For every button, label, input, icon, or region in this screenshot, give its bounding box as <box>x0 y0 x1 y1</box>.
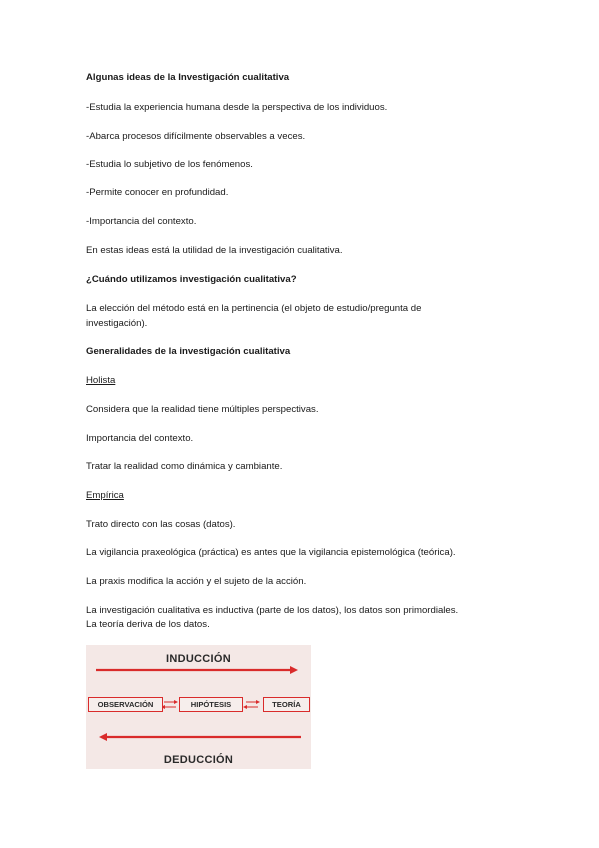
heading-ideas: Algunas ideas de la Investigación cualitativa <box>86 72 290 83</box>
empirica-item: La praxis modifica la acción y el sujeto de la acción. <box>86 576 307 587</box>
box-observacion: OBSERVACIÓN <box>88 697 163 712</box>
subheading-empirica: Empírica <box>86 490 124 501</box>
empirica-item: Trato directo con las cosas (datos). <box>86 519 236 530</box>
ideas-conclusion: En estas ideas está la utilidad de la investigación cualitativa. <box>86 245 343 256</box>
induction-label: INDUCCIÓN <box>165 653 232 665</box>
holista-item: Tratar la realidad como dinámica y cambiante. <box>86 461 283 472</box>
idea-item: -Estudia lo subjetivo de los fenómenos. <box>86 159 253 170</box>
box-hipotesis: HIPÓTESIS <box>179 697 243 712</box>
when-text: La elección del método está en la pertinencia (el objeto de estudio/pregunta de <box>86 303 422 314</box>
idea-item: -Importancia del contexto. <box>86 216 197 227</box>
induction-deduction-diagram <box>86 645 311 769</box>
idea-item: -Abarca procesos difícilmente observables a veces. <box>86 131 306 142</box>
holista-item: Importancia del contexto. <box>86 433 194 444</box>
small-arrow-left-head <box>243 705 247 709</box>
subheading-holista: Holista <box>86 375 116 386</box>
empirica-text: La teoría deriva de los datos. <box>86 619 210 630</box>
idea-item: -Permite conocer en profundidad. <box>86 187 229 198</box>
small-arrow-right-head <box>174 700 178 704</box>
holista-item: Considera que la realidad tiene múltiples perspectivas. <box>86 404 319 415</box>
empirica-text: La investigación cualitativa es inductiva (parte de los datos), los datos son primordiales. <box>86 605 459 616</box>
deduction-label: DEDUCCIÓN <box>163 754 234 766</box>
empirica-item: La vigilancia praxeológica (práctica) es antes que la vigilancia epistemológica (teórica). <box>86 547 456 558</box>
idea-item: -Estudia la experiencia humana desde la perspectiva de los individuos. <box>86 102 388 113</box>
induction-arrow-head <box>290 666 298 674</box>
small-arrow-right-head <box>256 700 260 704</box>
heading-generalidades: Generalidades de la investigación cualitativa <box>86 346 291 357</box>
when-text: investigación). <box>86 318 148 329</box>
deduction-arrow-head <box>99 733 107 741</box>
heading-when: ¿Cuándo utilizamos investigación cualitativa? <box>86 274 297 285</box>
box-teoria: TEORÍA <box>263 697 310 712</box>
